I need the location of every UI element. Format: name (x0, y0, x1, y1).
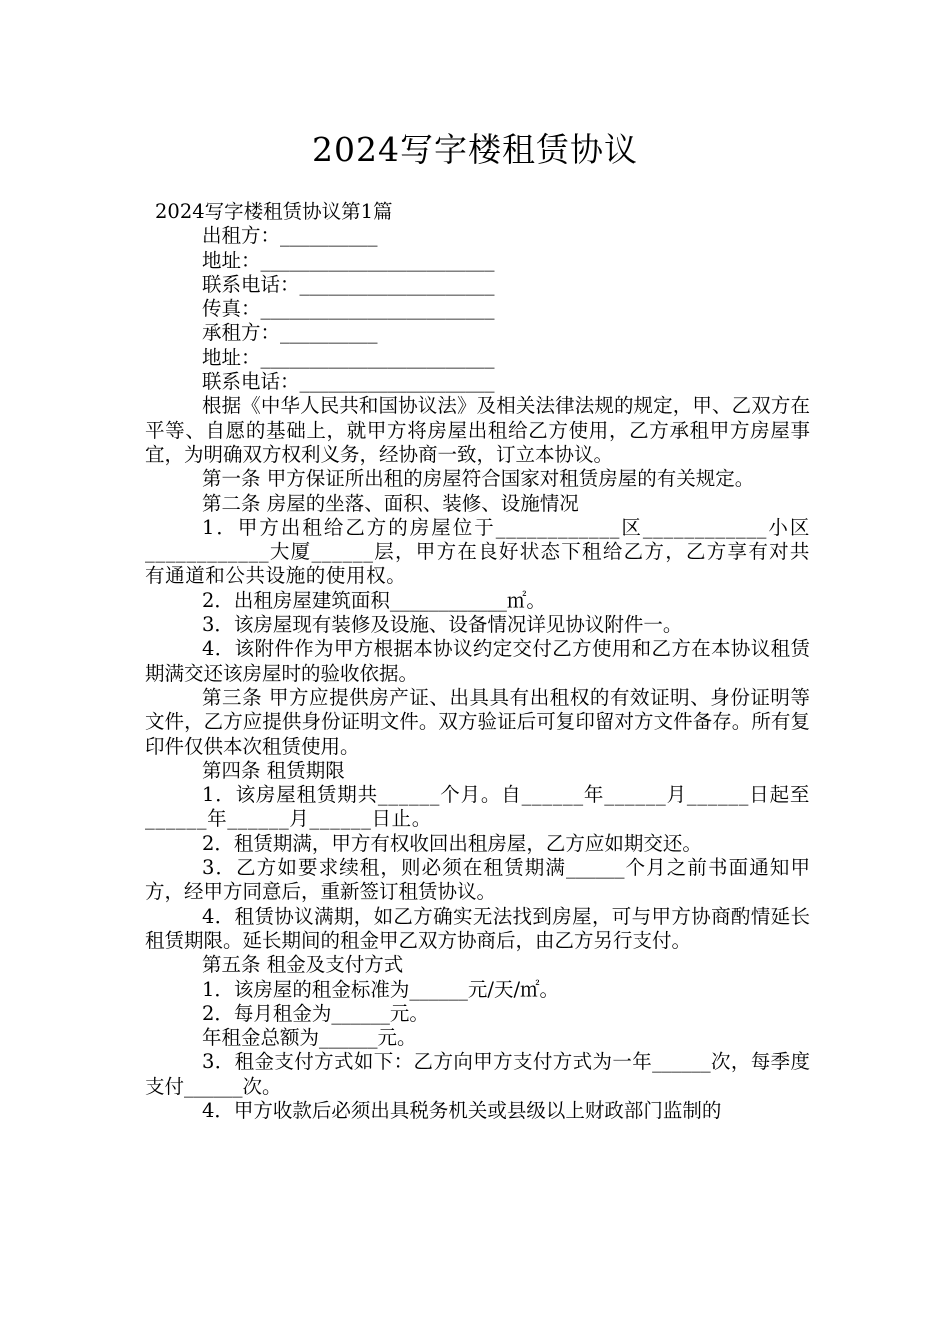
article-4-heading: 第四条 租赁期限 (202, 758, 345, 782)
article-2-clause-1: 1．甲方出租给乙方的房屋位于____________区____________小区____________大厦______层，甲方在良好状态下租给乙方，乙方享有对共有通道和公共设施的使用权。 (145, 515, 810, 588)
lessee-phone-line: 联系电话：____________________ (202, 370, 495, 394)
article-3-paragraph: 第三条 甲方应提供房产证、出具具有出租权的有效证明、身份证明等文件，乙方应提供身份证明文件。双方验证后可复印留对方文件备存。所有复印件仅供本次租赁使用。 (145, 685, 810, 758)
article-5-annual-rent: 年租金总额为______元。 (202, 1026, 417, 1050)
lessee-address-line: 地址：________________________ (202, 345, 495, 369)
section-heading: 2024写字楼租赁协议第1篇 (155, 200, 393, 223)
article-4-clause-2: 2．租赁期满，甲方有权收回出租房屋，乙方应如期交还。 (202, 831, 702, 855)
article-4-clause-3: 3．乙方如要求续租，则必须在租赁期满______个月之前书面通知甲方，经甲方同意后，重新签订租赁协议。 (145, 856, 810, 904)
article-5-heading: 第五条 租金及支付方式 (202, 953, 404, 977)
intro-paragraph: 根据《中华人民共和国协议法》及相关法律法规的规定，甲、乙双方在平等、自愿的基础上，就甲方将房屋出租给乙方使用，乙方承租甲方房屋事宜，为明确双方权利义务，经协商一致，订立本协议。 (145, 394, 810, 466)
article-2-clause-3: 3．该房屋现有装修及设施、设备情况详见协议附件一。 (202, 613, 683, 637)
document-body (145, 200, 810, 1123)
article-2-clause-4: 4．该附件作为甲方根据本协议约定交付乙方使用和乙方在本协议租赁期满交还该房屋时的验收依据。 (145, 637, 810, 685)
document-title: 2024写字楼租赁协议 (312, 130, 638, 169)
article-5-clause-3: 3．租金支付方式如下：乙方向甲方支付方式为一年______次，每季度支付______次。 (145, 1050, 810, 1098)
article-2-heading: 第二条 房屋的坐落、面积、装修、设施情况 (202, 491, 579, 515)
article-5-clause-2: 2．每月租金为______元。 (202, 1001, 429, 1025)
lessor-line: 出租方：__________ (202, 224, 378, 248)
article-4-clause-4: 4．租赁协议满期，如乙方确实无法找到房屋，可与甲方协商酌情延长租赁期限。延长期间的租金甲乙双方协商后，由乙方另行支付。 (145, 904, 810, 952)
lessor-fax-line: 传真：________________________ (202, 297, 495, 321)
article-2-clause-2: 2．出租房屋建筑面积____________㎡。 (202, 588, 546, 612)
lessor-phone-line: 联系电话：____________________ (202, 272, 495, 296)
article-5-clause-4: 4．甲方收款后必须出具税务机关或县级以上财政部门监制的 (202, 1098, 722, 1122)
lessee-line: 承租方：__________ (202, 321, 378, 345)
lessor-address-line: 地址：________________________ (202, 248, 495, 272)
article-5-clause-1: 1．该房屋的租金标准为______元/天/㎡。 (202, 977, 560, 1001)
article-4-clause-1: 1．该房屋租赁期共______个月。自______年______月______日起至______年______月______日止。 (145, 783, 810, 831)
article-1-paragraph: 第一条 甲方保证所出租的房屋符合国家对租赁房屋的有关规定。 (202, 467, 755, 491)
